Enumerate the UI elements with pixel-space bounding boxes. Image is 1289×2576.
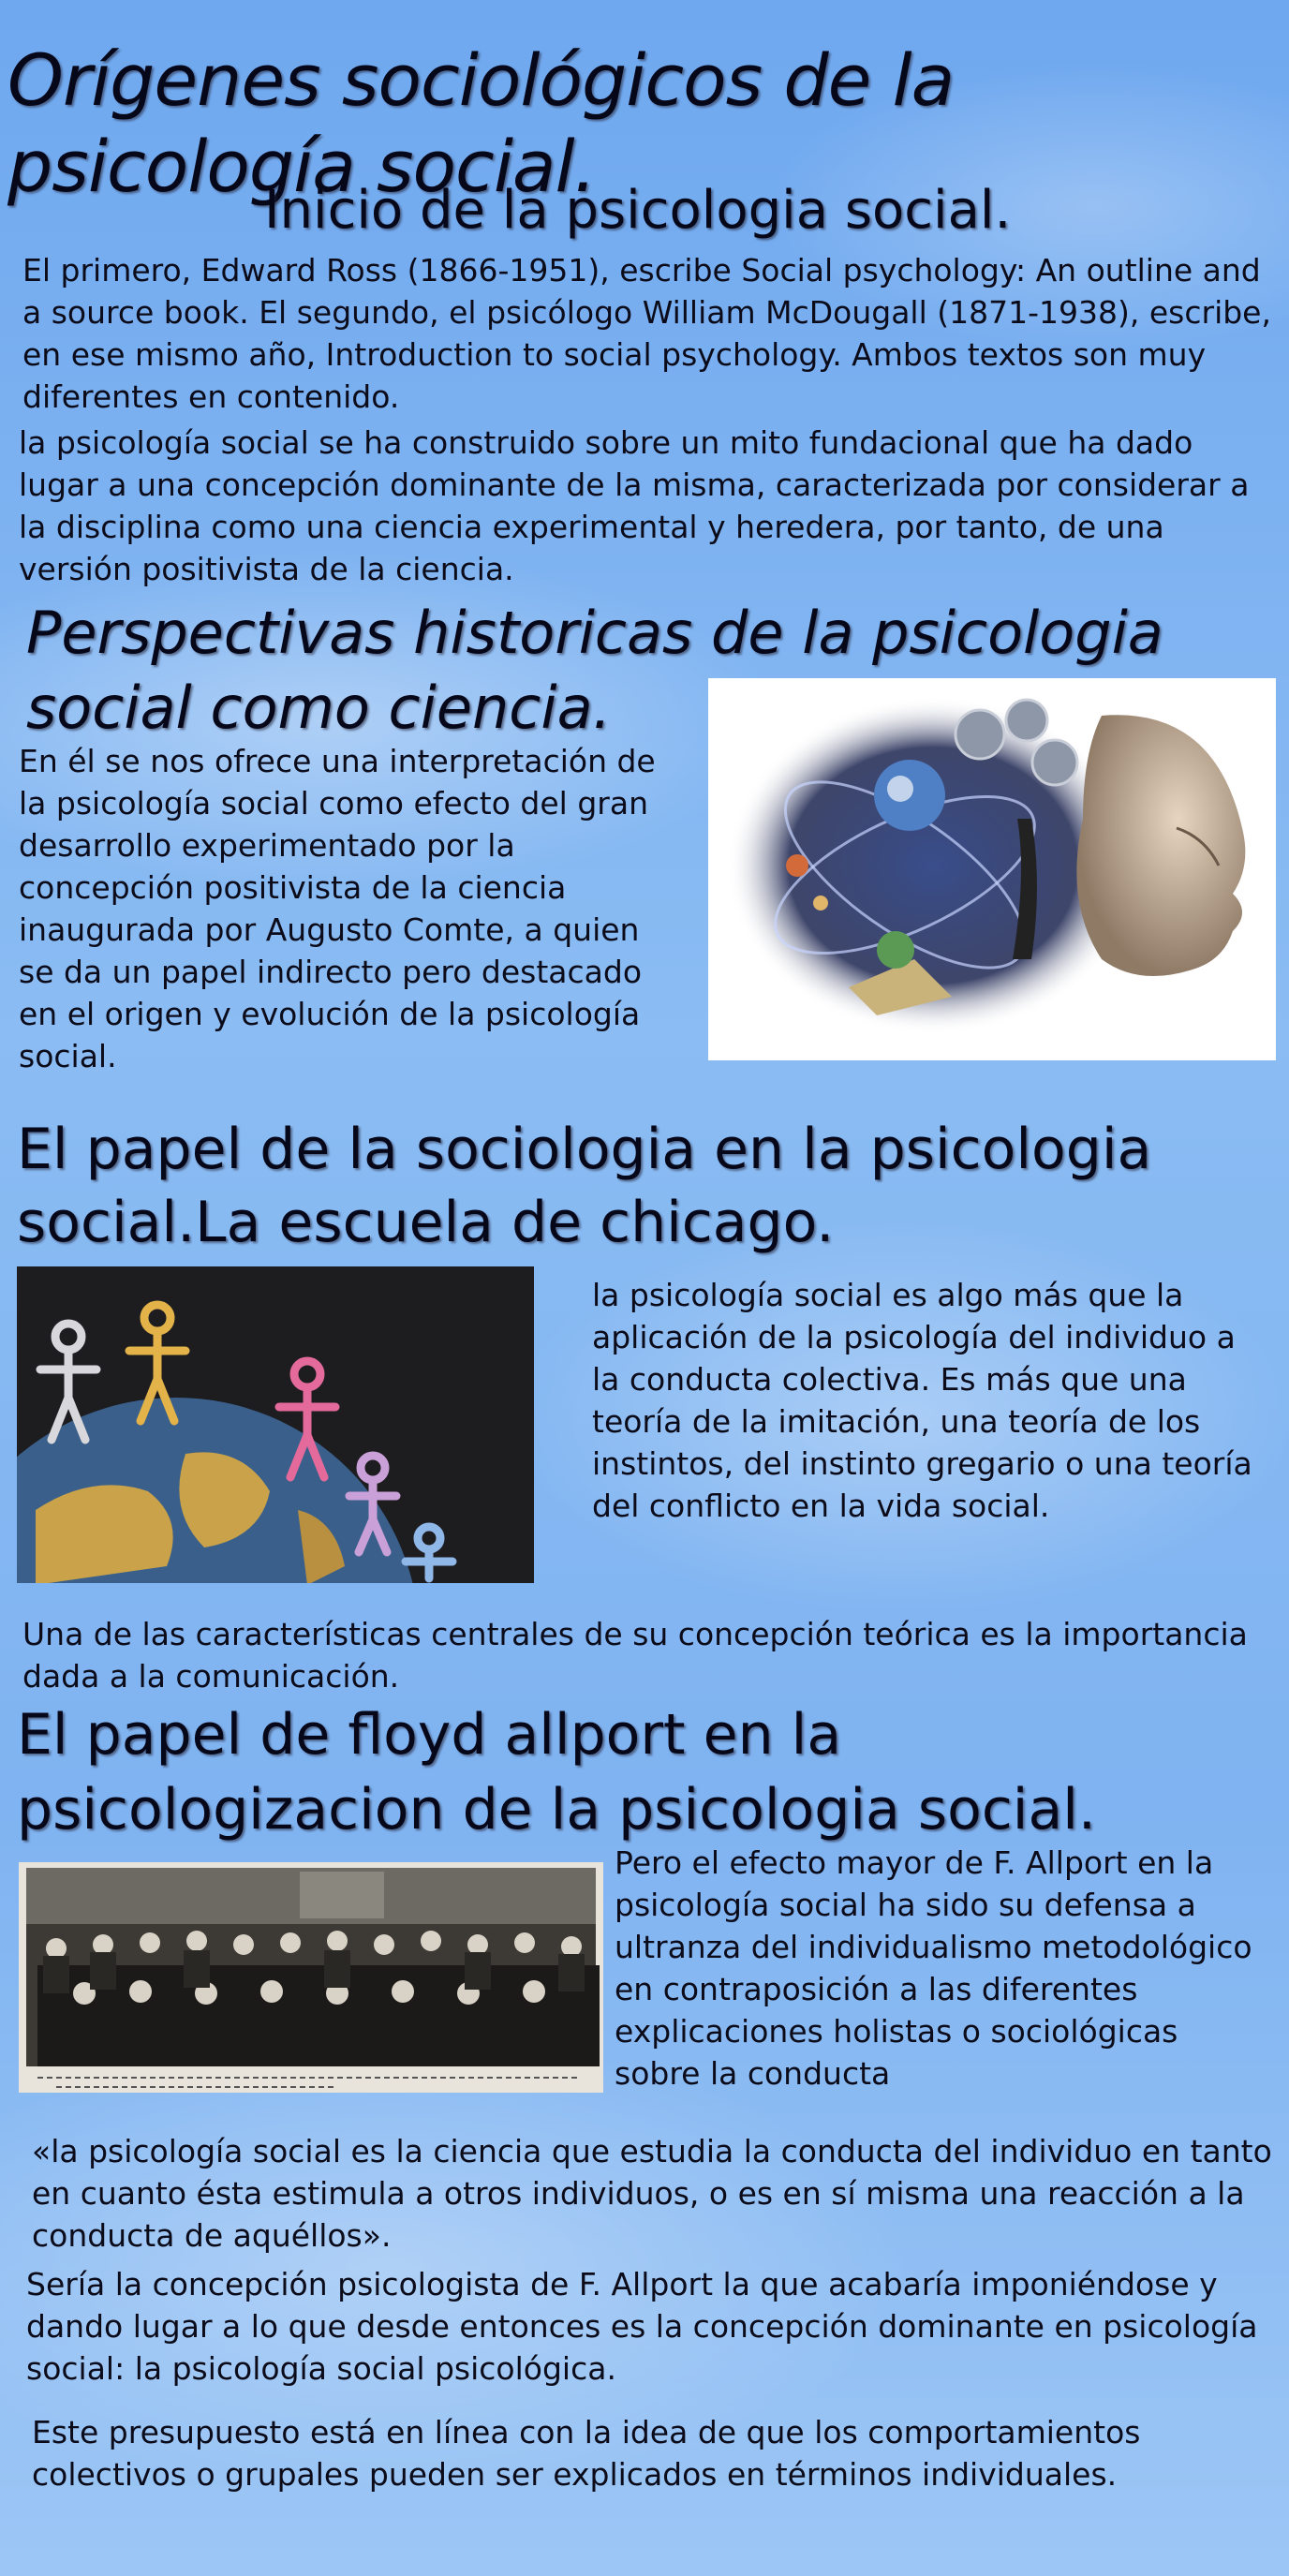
section-text-inicio-2: la psicología social se ha construido sobre un mito fundacional que ha dado lugar a una concepción dominante de la misma, caracterizada por considerar a la disciplina como una ciencia experimental y heredera, por tanto, de una versión positivista de la ciencia. — [19, 424, 1250, 587]
section-text-comunicacion: Una de las características centrales de su concepción teórica es la importancia dada a la comunicación. — [22, 1616, 1248, 1695]
science-mind-illustration — [708, 678, 1276, 1060]
section-text-allport-3: Este presupuesto está en línea con la idea de que los comportamientos colectivos o grupales pueden ser explicados en términos individuales. — [32, 2414, 1141, 2493]
page-title: Orígenes sociológicos de la psicología social. — [7, 38, 955, 208]
section-text-perspectivas: En él se nos ofrece una interpretación de la psicología social como efecto del gran desarrollo experimentado por la concepción positivista de la ciencia inaugurada por Augusto Comte, a quien se da un papel indirecto pero destacado en el origen y evolución de la psicología social. — [19, 743, 656, 1074]
allport-quote: «la psicología social es la ciencia que estudia la conducta del individuo en tanto en cuanto ésta estimula a otros individuos, o es en sí misma una reacción a la conducta de aquéllos». — [32, 2133, 1272, 2254]
section-heading-inicio: Inicio de la psicologia social. — [264, 180, 1012, 241]
section-text-inicio-1: El primero, Edward Ross (1866-1951), escribe Social psychology: An outline and a source book. El segundo, el psicólogo William McDougall (1871-1938), escribe, en ese mismo año, Introduction to social psychology. Ambos textos son muy diferentes en contenido. — [22, 252, 1271, 415]
historical-group-photo — [19, 1862, 603, 2093]
section-text-sociologia: la psicología social es algo más que la aplicación de la psicología del individuo a la conducta colectiva. Es más que una teoría de la imitación, una teoría de los instintos, del instinto gregario o una teoría del conflicto en la vida social. — [592, 1277, 1252, 1524]
section-text-allport: Pero el efecto mayor de F. Allport en la psicología social ha sido su defensa a ultranza del individualismo metodológico en contraposición a las diferentes explicaciones holistas o sociológicas sobre la conducta — [615, 1844, 1252, 2092]
section-text-allport-2: Sería la concepción psicologista de F. Allport la que acabaría imponiéndose y dando lugar a lo que desde entonces es la concepción dominante en psicología social: la psicología social psicológica. — [26, 2266, 1258, 2387]
section-heading-allport: El papel de floyd allport en la psicologizacion de la psicologia social. — [17, 1702, 1096, 1843]
world-paper-people-image — [17, 1266, 534, 1583]
section-heading-sociologia: El papel de la sociologia en la psicologia social.La escuela de chicago. — [17, 1117, 1152, 1255]
section-heading-perspectivas: Perspectivas historicas de la psicologia social como ciencia. — [26, 599, 1163, 742]
